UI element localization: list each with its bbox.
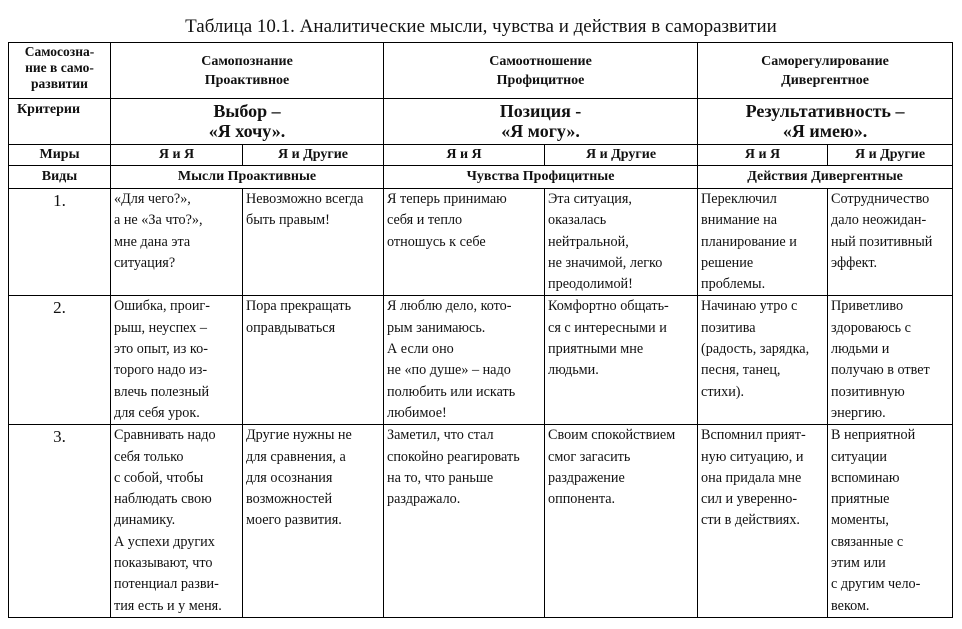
group-subtitle: Дивергентное	[781, 72, 869, 88]
corner-label: Самосозна- ние в само- развитии	[9, 43, 111, 99]
table-cell	[243, 296, 384, 425]
world-cell: Я и Другие	[828, 145, 953, 166]
world-cell: Я и Я	[111, 145, 243, 166]
table-cell	[384, 189, 545, 296]
analysis-table	[8, 42, 953, 618]
table-cell	[384, 296, 545, 425]
table-cell	[698, 189, 828, 296]
table-row	[9, 425, 953, 618]
table-cell	[698, 425, 828, 618]
cell-text: Я теперь принимаю себя и тепло отношусь к себе	[387, 191, 507, 250]
type-actions: Действия Дивергентные	[698, 166, 953, 189]
group-header-self-knowledge	[111, 43, 384, 99]
cell-text: Пора прекращать оправдываться	[246, 298, 352, 336]
group-subtitle: Профицитное	[496, 72, 585, 88]
world-cell: Я и Другие	[243, 145, 384, 166]
cell-text: Сравнивать надо себя только с собой, чтобы наблюдать свою динамику. А успехи других показывают, что потенциал разви- тия есть и у меня.	[114, 427, 222, 614]
criterion-position	[384, 99, 698, 145]
cell-text: Сотрудничество дало неожидан- ный позитивный эффект.	[831, 191, 933, 271]
cell-text: Другие нужны не для сравнения, а для осознания возможностей моего развития.	[246, 427, 352, 529]
types-label: Виды	[9, 166, 111, 189]
cell-text: Комфортно общать- ся с интересными и приятными мне людьми.	[548, 298, 669, 379]
table-cell	[828, 296, 953, 425]
table-cell	[111, 296, 243, 425]
cell-text: Эта ситуация, оказалась нейтральной, не значимой, легко преодолимой!	[548, 191, 663, 293]
cell-text: Приветливо здороваюсь с людьми и получаю в ответ позитивную энергию.	[831, 298, 930, 421]
group-title: Самопознание	[201, 53, 293, 69]
table-cell	[111, 425, 243, 618]
worlds-label: Миры	[9, 145, 111, 166]
cell-text: Начинаю утро с позитива (радость, зарядка, песня, танец, стихи).	[701, 298, 810, 400]
group-title: Саморегулирование	[761, 53, 889, 69]
table-cell	[384, 425, 545, 618]
type-thoughts: Мысли Проактивные	[111, 166, 384, 189]
criterion-choice	[111, 99, 384, 145]
table-cell	[828, 425, 953, 618]
table-row	[9, 296, 953, 425]
header-row-types	[9, 166, 953, 189]
criterion-title: Выбор –	[213, 101, 281, 121]
cell-text: Заметил, что стал спокойно реагировать на то, что раньше раздражало.	[387, 427, 520, 508]
cell-text: В неприятной ситуации вспоминаю приятные моменты, связанные с этим или с другим чело- веком.	[831, 427, 921, 614]
type-feelings: Чувства Профицитные	[384, 166, 698, 189]
criterion-quote: «Я хочу».	[208, 121, 286, 141]
row-number: 2.	[9, 296, 111, 425]
row-number: 1.	[9, 189, 111, 296]
world-cell: Я и Я	[698, 145, 828, 166]
cell-text: Вспомнил прият- ную ситуацию, и она придала мне сил и уверенно- сти в действиях.	[701, 427, 806, 529]
table-cell	[111, 189, 243, 296]
table-cell	[828, 189, 953, 296]
cell-text: Ошибка, проиг- рыш, неуспех – это опыт, из ко- торого надо из- влечь полезный для себя урок.	[114, 298, 210, 421]
criterion-effectiveness	[698, 99, 953, 145]
header-row-criteria	[9, 99, 953, 145]
criteria-label: Критерии	[9, 99, 111, 145]
table-cell	[243, 189, 384, 296]
cell-text: Переключил внимание на планирование и решение проблемы.	[701, 191, 797, 293]
cell-text: «Для чего?», а не «За что?», мне дана эта ситуация?	[114, 191, 203, 271]
table-cell	[545, 189, 698, 296]
table-cell	[545, 425, 698, 618]
cell-text: Невозможно всегда быть правым!	[246, 191, 364, 229]
group-title: Самоотношение	[489, 53, 592, 69]
group-subtitle: Проактивное	[204, 72, 290, 88]
cell-text: Своим спокойствием смог загасить раздражение оппонента.	[548, 427, 676, 508]
row-number: 3.	[9, 425, 111, 618]
group-header-self-regulation	[698, 43, 953, 99]
criterion-title: Результативность –	[745, 101, 905, 121]
table-cell	[243, 425, 384, 618]
criterion-quote: «Я могу».	[501, 121, 580, 141]
criterion-quote: «Я имею».	[782, 121, 868, 141]
table-cell	[545, 296, 698, 425]
table-caption: Таблица 10.1. Аналитические мысли, чувства и действия в саморазвитии	[185, 16, 777, 37]
table-cell	[698, 296, 828, 425]
cell-text: Я люблю дело, кото- рым занимаюсь. А если оно не «по душе» – надо полюбить или искать любимое!	[387, 298, 516, 421]
group-header-self-attitude	[384, 43, 698, 99]
table-row	[9, 189, 953, 296]
header-row-groups	[9, 43, 953, 99]
world-cell: Я и Я	[384, 145, 545, 166]
criterion-title: Позиция -	[499, 101, 582, 121]
header-row-worlds	[9, 145, 953, 166]
world-cell: Я и Другие	[545, 145, 698, 166]
